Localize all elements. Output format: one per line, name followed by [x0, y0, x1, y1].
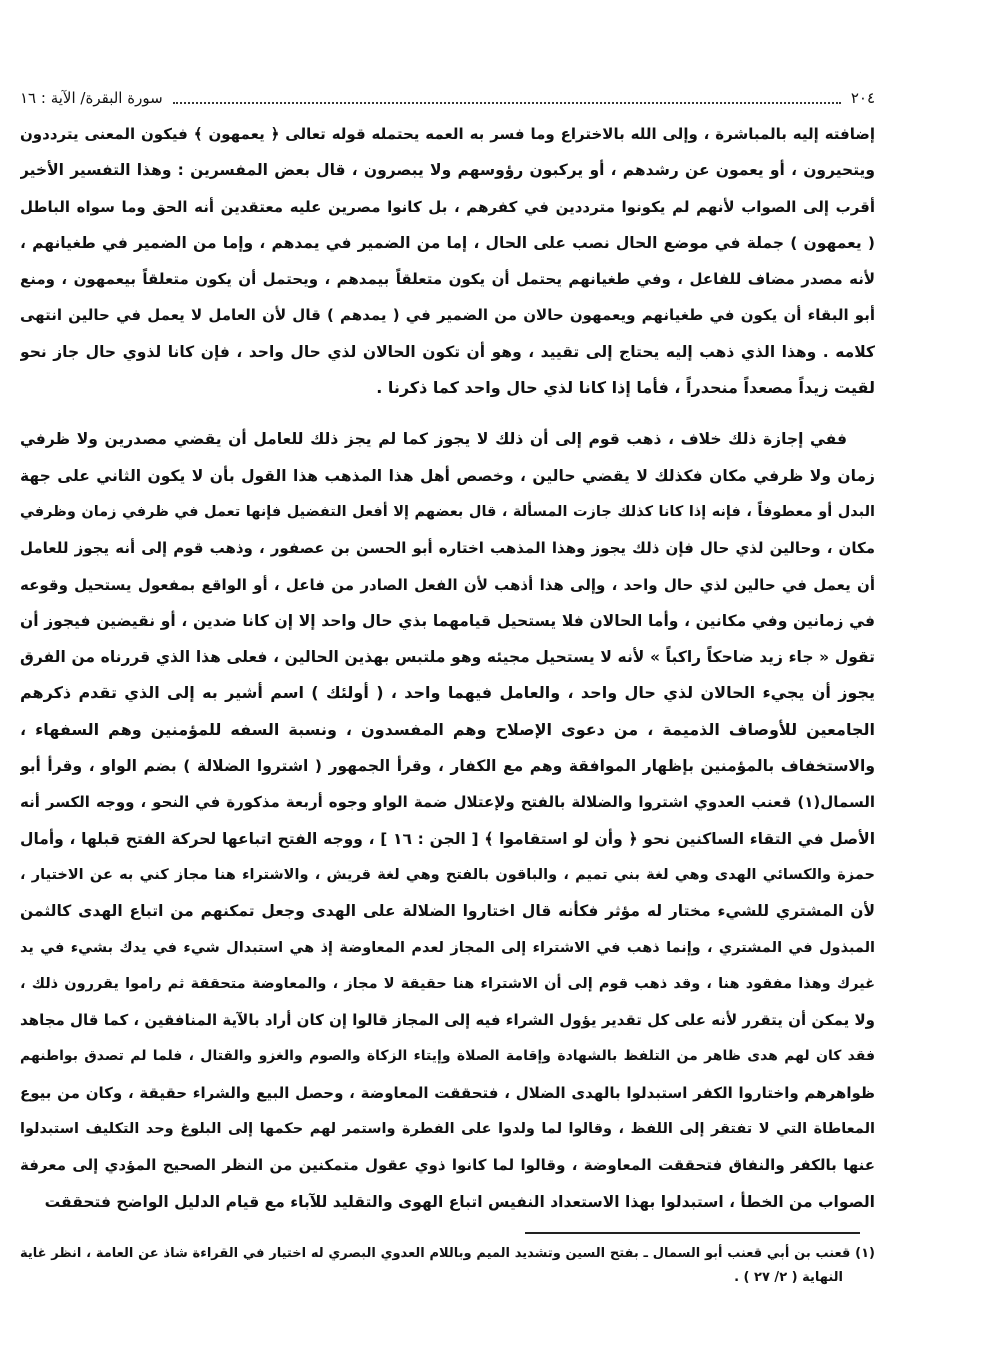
text-line: ففي إجازة ذلك خلاف ، ذهب قوم إلى أن ذلك لا يجوز كما لم يجز ذلك للعامل أن يقضي مصدرين ولا ظرفي: [20, 430, 847, 449]
text-line: الصواب من الخطأ ، استبدلوا بهذا الاستعداد النفيس اتباع الهوى والتقليد للآباء مع قيام الدليل الواضح فتحققت: [44, 1192, 875, 1211]
text-line: ( يعمهون ) جملة في موضع الحال نصب على الحال ، إما من الضمير في يمدهم ، وإما من الضمير في طغيانهم ،: [20, 233, 875, 252]
text-line: زمان ولا ظرفي مكان فكذلك لا يقضي حالين ، وخصص أهل هذا المذهب هذا القول بأن لا يكون الثاني على جهة: [20, 466, 875, 485]
text-line: المعاطاة التي لا تفتقر إلى اللفظ ، وقالوا لما ولدوا على الفطرة واستمر لهم حكمها إلى البلوغ وحد التكليف استبدلوا: [20, 1121, 875, 1138]
text-line: في زمانين وفي مكانين ، وأما الحالان فلا يستحيل قيامهما بذي حال واحد إلا إن كانا ضدين ، أو نقيضين فيجوز أن: [20, 611, 875, 630]
text-line: السمال(١) قعنب العدوي اشتروا والضلالة بالفتح ولإعتلال ضمة الواو وجوه أربعة مذكورة في النحو ، ووجه الكسر أنه: [20, 793, 875, 812]
footnote-separator: [525, 1232, 860, 1234]
text-line: الجامعين للأوصاف الذميمة ، من دعوى الإصلاح وهم المفسدون ، ونسبة السفه للمؤمنين وهم السفهاء ،: [20, 719, 875, 739]
text-line: الأصل في التقاء الساكنين نحو ﴿ وأن لو استقاموا ﴾ [ الجن : ١٦ ] ، ووجه الفتح اتباعها لحركة الفتح قبلها ، وأمال: [20, 829, 875, 848]
text-line: كلامه . وهذا الذي ذهب إليه يحتاج إلى تقييد ، وهو أن تكون الحالان لذي حال واحد ، فإن كانا لذوي حال جاز نحو: [20, 342, 875, 361]
footnote-line: (١) قعنب بن أبي قعنب أبو السمال ـ بفتح السين وتشديد الميم وباللام العدوي البصري له اختيار في القراءة شاذ عن العامة ، انظر غاية: [20, 1246, 875, 1261]
paragraph-2: [20, 421, 875, 1220]
text-line: ولا يمكن أن يتقرر لأنه على كل تقدير يؤول الشراء فيه إلى المجاز قالوا إن كان أراد بالآية المنافقين ، كما قال مجاهد: [20, 1011, 875, 1030]
text-line: يجوز أن يجيء الحالان لذي حال واحد ، والعامل فيهما واحد ، ( أولئك ) اسم أشير به إلى الذي تقدم ذكرهم: [20, 683, 875, 703]
running-header: [20, 86, 875, 110]
text-line: إضافته إليه بالمباشرة ، وإلى الله بالاختراع وما فسر به العمه يحتمله قوله تعالى ﴿ يعمهون ﴾ فيكون المعنى يترددون: [20, 125, 875, 143]
text-line: غيرك وهذا مفقود هنا ، وقد ذهب قوم إلى أن الاشتراء هنا حقيقة لا مجاز ، والمعاوضة متحققة ثم راموا يقررون ذلك ،: [20, 975, 875, 992]
running-title: سورة البقرة/ الآية : ١٦: [20, 89, 163, 107]
text-line: البدل أو معطوفاً ، فإنه إذا كانا كذلك جازت المسألة ، قال بعضهم إلا أفعل التفضيل فإنها تعمل في ظرفي زمان وظرفي: [20, 503, 875, 520]
text-line: ويتحيرون ، أو يعمون عن رشدهم ، أو يركبون رؤوسهم ولا يبصرون ، قال بعض المفسرين : وهذا التفسير الأخير: [20, 161, 875, 180]
text-line: أقرب إلى الصواب لأنهم لم يكونوا مترددين في كفرهم ، بل كانوا مصرين عليه معتقدين أنه الحق وما سواه الباطل: [20, 197, 875, 216]
page-number: ٢٠٤: [850, 89, 875, 107]
text-line: عنها بالكفر والنفاق فتحققت المعاوضة ، وقالوا لما كانوا ذوي عقول متمكنين من النظر الصحيح المؤدي إلى معرفة: [20, 1156, 875, 1175]
text-line: لأنه مصدر مضاف للفاعل ، وفي طغيانهم يحتمل أن يكون متعلقاً بيمدهم ، ويحتمل أن يكون متعلقاً بيعمهون ، ومنع: [20, 270, 875, 289]
text-line: مكان ، وحالين لذي حال فإن ذلك يجوز وهذا المذهب اختاره أبو الحسن بن عصفور ، وذهب قوم إلى أنه يجوز للعامل: [20, 539, 875, 558]
text-line: حمزة والكسائي الهدى وهي لغة بني تميم ، والباقون بالفتح وهي لغة قريش ، والاشتراء هنا مجاز كني به عن الاختيار ،: [20, 866, 875, 883]
text-line: والاستخفاف بالمؤمنين بإظهار الموافقة وهم مع الكفار ، وقرأ الجمهور ( اشتروا الضلالة ) بضم الواو ، وقرأ أبو: [20, 757, 875, 776]
paragraph-gap: [20, 406, 875, 421]
header-leader-dots: [173, 92, 841, 104]
text-line: لقيت زيداً مصعداً منحدراً ، فأما إذا كانا لذي حال واحد كما ذكرنا .: [376, 378, 875, 398]
paragraph-1: [20, 116, 875, 406]
text-line: أن يعمل في حالين لذي حال واحد ، وإلى هذا أذهب لأن الفعل الصادر من فاعل ، أو الواقع بمفعول يستحيل وقوعه: [20, 575, 875, 594]
text-line: ظواهرهم واختاروا الكفر استبدلوا بالهدى الضلال ، فتحققت المعاوضة ، وحصل البيع والشراء حقيقة ، وكان من بيوع: [20, 1083, 875, 1102]
text-line: فقد كان لهم هدى ظاهر من التلفظ بالشهادة وإقامة الصلاة وإيتاء الزكاة والصوم والغزو والقتال ، فلما لم تصدق بواطنهم: [20, 1048, 875, 1065]
text-line: المبذول في المشتري ، وإنما ذهب في الاشتراء إلى المجاز لعدم المعاوضة إذ هي استبدال شيء في يدك بشيء في يد: [20, 939, 875, 956]
footnote-line: النهاية ( ٢/ ٢٧ ) .: [734, 1270, 843, 1285]
text-line: لأن المشتري للشيء مختار له مؤثر فكأنه قال اختاروا الضلالة على الهدى وجعل تمكنهم من اتباع الهدى كالثمن: [20, 902, 875, 921]
footnotes: [20, 1242, 875, 1290]
text-line: تقول « جاء زيد ضاحكاً راكباً » لأنه لا يستحيل مجيئه وهو ملتبس بهذين الحالين ، فعلى هذا الذي قررناه من الفرق: [20, 648, 875, 667]
text-line: أبو البقاء أن يكون في طغيانهم ويعمهون حالان من الضمير في ( يمدهم ) قال لأن العامل لا يعمل في حالين انتهى: [20, 306, 875, 325]
main-text: [20, 116, 875, 1220]
